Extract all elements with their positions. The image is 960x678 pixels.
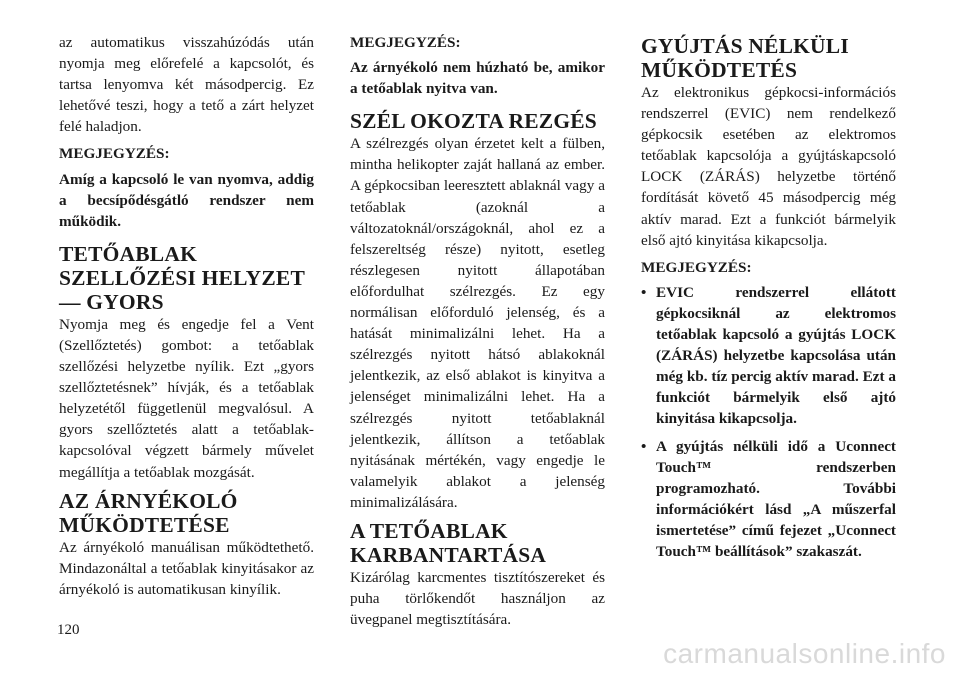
heading-sunroof-maintenance: A TETŐABLAK KARBANTARTÁSA <box>350 518 547 567</box>
ignition-off-paragraph: Az elektronikus gépkocsi-információs rendszerrel (EVIC) nem rendelkező gépkocsik esetében az elektromos tetőablak kapcsolója a gyújtáskapcsoló LOCK (ZÁRÁS) helyzetbe történő fordítását követő 45 másodpercig még aktív marad. Ezt a funkciót bármelyik első ajtó kinyitása kikapcsolja. <box>641 84 896 249</box>
note-body: Amíg a kapcsoló le van nyomva, addig a becsípődésgátló rendszer nem működik. <box>59 170 314 230</box>
note-bullet-list <box>641 282 896 562</box>
note-title: MEGJEGYZÉS: <box>59 145 170 163</box>
bullet-icon: • <box>641 283 647 301</box>
column-right <box>641 32 896 568</box>
wind-buffeting-paragraph: A szélrezgés olyan érzetet kelt a fülben, mintha helikopter zaját hallaná az ember. A gépkocsiban leeresztett ablaknál vagy a tetőablak (azoknál a változatoknál/országoknál, ahol ez a felszereltség része) nyitott, esetleg részlegesen nyitott állapotában előfordulhat szélrezgés. Ez egy normálisan előforduló jelenség, és a hatását minimalizálni lehet. Ha a szélrezgés nyitott hátsó ablakoknál jelentkezik, az első ablakot is kinyitva a jelenséget minimalizálni lehet. Ha a szélrezgés nyitott tetőablaknál jelentkezik, állítson a tetőablak nyitásának mértékén, vagy engedje le valamelyik ablakot a jelenség minimalizálására. <box>350 135 605 511</box>
watermark: carmanualsonline.info <box>663 638 946 669</box>
heading-ignition-off-operation: GYÚJTÁS NÉLKÜLI MŰKÖDTETÉS <box>641 34 849 82</box>
vent-paragraph: Nyomja meg és engedje fel a Vent (Szellőztetés) gombot: a tetőablak szellőzési helyzetbe nyílik. Ezt „gyors szellőztetésnek” hívják, és a tetőablak helyzetétől függetlenül megvalósul. A gyors szellőztetés alatt a tetőablak-kapcsolóval végzett bármely művelet megállítja a tetőablak mozgását. <box>59 315 314 481</box>
note-title: MEGJEGYZÉS: <box>350 34 461 51</box>
maintenance-paragraph: Kizárólag karcmentes tisztítószereket és puha törlőkendőt használjon az üvegpanel megtisztítására. <box>350 568 605 629</box>
bullet-icon: • <box>641 437 647 455</box>
bullet-text: EVIC rendszerrel ellátott gépkocsiknál az elektromos tetőablak kapcsoló a gyújtás LOCK (ZÁRÁS) helyzetbe kapcsolása után még kb. tíz percig aktív marad. Ezt a funkciót bármelyik első ajtó kinyitása kikapcsolja. <box>656 283 896 428</box>
sunshade-paragraph: Az árnyékoló manuálisan működtethető. Mindazonáltal a tetőablak kinyitásakor az árnyékoló is automatikusan kinyílik. <box>59 538 314 598</box>
heading-sunshade-operation: AZ ÁRNYÉKOLÓ MŰKÖDTETÉSE <box>59 488 238 537</box>
intro-paragraph: az automatikus visszahúzódás után nyomja meg előrefelé a kapcsolót, és tartsa lenyomva két másodpercig. Ez lehetővé teszi, hogy a tető a zárt helyzet felé haladjon. <box>59 34 314 136</box>
bullet-item-evic <box>641 282 896 430</box>
note-body: Az árnyékoló nem húzható be, amikor a tetőablak nyitva van. <box>350 59 605 98</box>
page-number: 120 <box>57 622 80 638</box>
bullet-item-uconnect <box>641 436 896 563</box>
column-left <box>59 32 314 606</box>
heading-wind-buffeting: SZÉL OKOZTA REZGÉS <box>350 109 597 134</box>
heading-vent-position: TETŐABLAK SZELLŐZÉSI HELYZET — GYORS <box>59 241 305 314</box>
bullet-text: A gyújtás nélküli idő a Uconnect Touch™ rendszerben programozható. További információkért lásd „A műszerfal ismertetése” című fejezet „Uconnect Touch™ beállítások” szakaszát. <box>656 437 896 560</box>
column-middle <box>350 32 605 636</box>
note-title: MEGJEGYZÉS: <box>641 258 752 276</box>
